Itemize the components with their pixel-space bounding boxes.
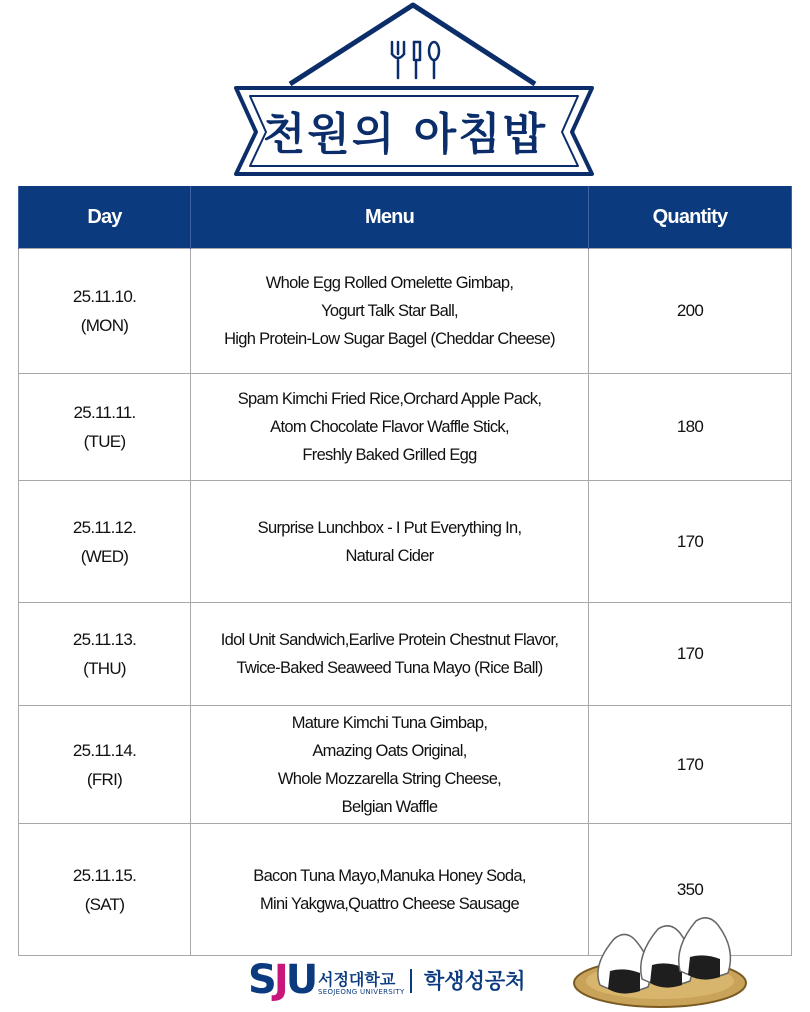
date-text: 25.11.13. [72, 630, 137, 649]
weekday-text: (SAT) [84, 894, 125, 914]
menu-cell [191, 706, 589, 824]
rice-ball-icon [679, 918, 731, 980]
weekday-text: (FRI) [86, 769, 123, 789]
day-cell [19, 603, 191, 706]
quantity-cell: 170 [589, 603, 792, 706]
menu-line: High Protein-Low Sugar Bagel (Cheddar Cheese) [224, 330, 555, 348]
day-cell [19, 824, 191, 956]
menu-line: Surprise Lunchbox - I Put Everything In, [257, 518, 522, 537]
menu-cell [191, 603, 589, 706]
menu-line: Belgian Waffle [341, 797, 438, 816]
table-row [19, 249, 792, 374]
date-text: 25.11.11. [73, 403, 136, 422]
university-name-en: SEOJEONG UNIVERSITY [318, 988, 405, 996]
quantity-cell: 350 [589, 824, 792, 956]
menu-line: Amazing Oats Original, [312, 741, 467, 760]
day-cell [19, 374, 191, 481]
date-text: 25.11.15. [72, 865, 137, 885]
weekday-text: (MON) [80, 316, 129, 335]
menu-line: Freshly Baked Grilled Egg [302, 446, 477, 464]
office-name: 학생성공처 [424, 969, 526, 993]
menu-line: Mini Yakgwa,Quattro Cheese Sausage [259, 894, 519, 913]
menu-line: Yogurt Talk Star Ball, [321, 302, 458, 320]
menu-table [18, 186, 792, 956]
column-header-quantity: Quantity [589, 186, 792, 249]
quantity-cell: 180 [589, 374, 792, 481]
rice-ball-plate-illustration [570, 905, 750, 1012]
table-row [19, 374, 792, 481]
quantity-cell: 170 [589, 481, 792, 603]
logo-letter-u: U [285, 957, 316, 1003]
weekday-text: (TUE) [83, 432, 126, 451]
weekday-text: (WED) [80, 546, 129, 566]
quantity-cell: 170 [589, 706, 792, 824]
menu-line: Whole Mozzarella String Cheese, [277, 769, 502, 788]
menu-cell [191, 374, 589, 481]
weekday-text: (THU) [83, 659, 126, 678]
roof-inner [300, 13, 525, 84]
table-row [19, 481, 792, 603]
university-logo [248, 957, 315, 1003]
date-text: 25.11.12. [72, 517, 137, 537]
footer-divider [410, 969, 412, 993]
quantity-cell: 200 [589, 249, 792, 374]
menu-line: Natural Cider [345, 546, 434, 565]
table-row [19, 706, 792, 824]
menu-cell [191, 249, 589, 374]
date-text: 25.11.10. [72, 287, 137, 306]
university-name-kr: 서정대학교 [318, 970, 396, 989]
column-header-menu: Menu [191, 186, 589, 249]
day-cell [19, 481, 191, 603]
menu-cell [191, 481, 589, 603]
table-header-row [19, 186, 792, 249]
day-cell [19, 706, 191, 824]
menu-line: Spam Kimchi Fried Rice,Orchard Apple Pack, [237, 390, 542, 408]
logo-letter-j: J [273, 957, 286, 1003]
column-header-day: Day [19, 186, 191, 249]
table-row [19, 603, 792, 706]
page-title: 천원의 아침밥 [262, 109, 548, 160]
menu-line: Mature Kimchi Tuna Gimbap, [291, 713, 488, 732]
menu-line: Atom Chocolate Flavor Waffle Stick, [270, 418, 509, 436]
menu-line: Whole Egg Rolled Omelette Gimbap, [265, 274, 514, 292]
menu-line: Bacon Tuna Mayo,Manuka Honey Soda, [253, 866, 526, 885]
menu-line: Twice-Baked Seaweed Tuna Mayo (Rice Ball) [236, 659, 543, 677]
menu-line: Idol Unit Sandwich,Earlive Protein Chestnut Flavor, [220, 631, 559, 649]
menu-cell [191, 824, 589, 956]
date-text: 25.11.14. [72, 740, 137, 760]
logo-letter-s: S [248, 957, 274, 1003]
day-cell [19, 249, 191, 374]
